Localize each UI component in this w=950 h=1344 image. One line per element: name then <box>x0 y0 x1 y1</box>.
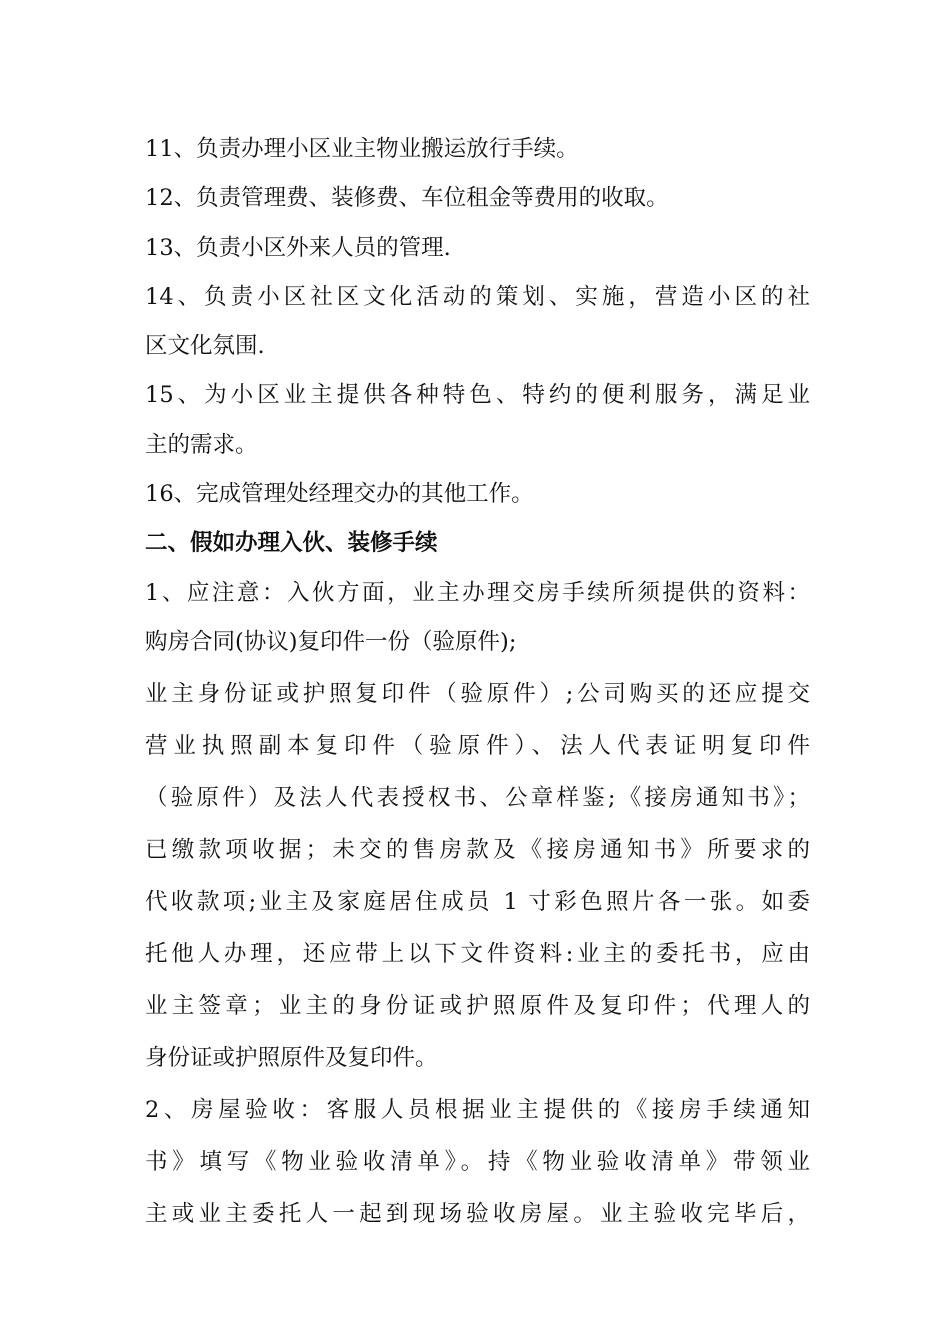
section-item-2-line-3: 主或业主委托人一起到现场验收房屋。业主验收完毕后， <box>145 1200 810 1227</box>
section-item-1-line-3: 业主身份证或护照复印件（验原件）;公司购买的还应提交 <box>145 680 810 707</box>
item-13-line: 13、负责小区外来人员的管理. <box>145 234 451 261</box>
section-item-1-line-6: 已缴款项收据；未交的售房款及《接房通知书》所要求的 <box>145 836 810 863</box>
item-15-line-1: 15、为小区业主提供各种特色、特约的便利服务，满足业 <box>145 382 810 409</box>
item-16-line: 16、完成管理处经理交办的其他工作。 <box>145 481 534 508</box>
item-11-line: 11、负责办理小区业主物业搬运放行手续。 <box>145 136 579 162</box>
section-item-2-line-1: 2、房屋验收：客服人员根据业主提供的《接房手续通知 <box>145 1096 810 1123</box>
section-item-2-line-2: 书》填写《物业验收清单》。持《物业验收清单》带领业 <box>145 1148 810 1175</box>
section-heading: 二、假如办理入伙、装修手续 <box>145 530 438 557</box>
section-item-1-line-10: 身份证或护照原件及复印件。 <box>145 1044 438 1071</box>
item-15-line-2: 主的需求。 <box>145 431 258 458</box>
item-14-line-2: 区文化氛围. <box>145 333 265 360</box>
section-item-1-line-1: 1、应注意：入伙方面，业主办理交房手续所须提供的资料： <box>145 579 810 606</box>
section-item-1-line-4: 营业执照副本复印件（验原件）、法人代表证明复印件 <box>145 732 810 759</box>
section-item-1-line-9: 业主签章；业主的身份证或护照原件及复印件；代理人的 <box>145 992 810 1019</box>
section-item-1-line-2: 购房合同(协议)复印件一份（验原件); <box>145 628 517 655</box>
section-item-1-line-5: （验原件）及法人代表授权书、公章样鉴;《接房通知书》； <box>145 784 810 811</box>
item-14-line-1: 14、负责小区社区文化活动的策划、实施，营造小区的社 <box>145 283 810 310</box>
document-body <box>145 131 810 1248</box>
section-item-1-line-8: 托他人办理，还应带上以下文件资料:业主的委托书，应由 <box>145 940 810 967</box>
item-12-line: 12、负责管理费、装修费、车位租金等费用的收取。 <box>145 185 669 212</box>
section-item-1-line-7: 代收款项;业主及家庭居住成员 1 寸彩色照片各一张。如委 <box>145 888 810 915</box>
